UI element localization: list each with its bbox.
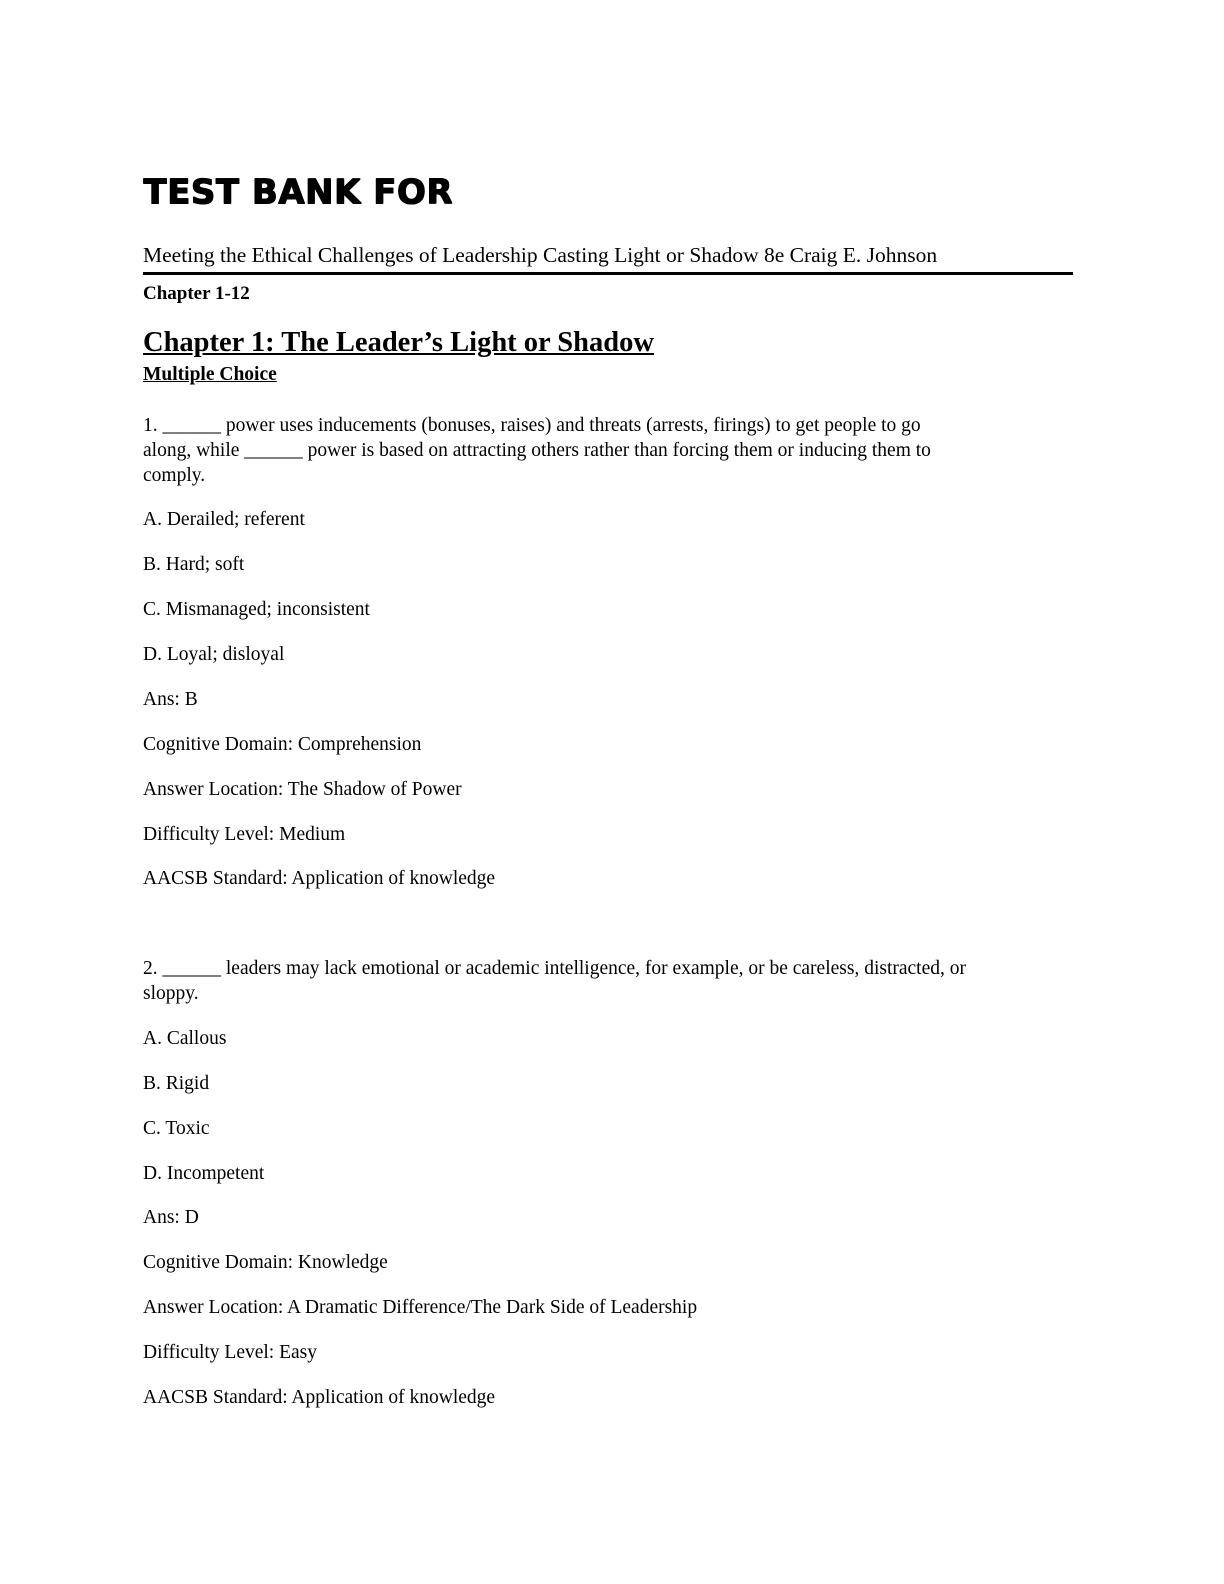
question-1-option-b: B. Hard; soft xyxy=(143,554,245,575)
chapter-range: Chapter 1-12 xyxy=(143,283,250,304)
question-1-stem-line-1: 1. ______ power uses inducements (bonuses, raises) and threats (arrests, firings) to get people to go xyxy=(143,415,921,436)
question-1-aacsb: AACSB Standard: Application of knowledge xyxy=(143,868,496,889)
question-2-aacsb: AACSB Standard: Application of knowledge xyxy=(143,1387,496,1408)
question-1-cognitive-domain: Cognitive Domain: Comprehension xyxy=(143,734,422,755)
question-2-option-a: A. Callous xyxy=(143,1028,227,1049)
question-1-answer: Ans: B xyxy=(143,689,198,710)
document-title: TEST BANK FOR xyxy=(143,172,453,212)
question-1-option-d: D. Loyal; disloyal xyxy=(143,644,285,665)
question-2-stem-line-2: sloppy. xyxy=(143,983,199,1004)
question-1-difficulty: Difficulty Level: Medium xyxy=(143,824,346,845)
question-1-stem-line-2: along, while ______ power is based on attracting others rather than forcing them or inducing them to xyxy=(143,440,931,461)
question-1-option-c: C. Mismanaged; inconsistent xyxy=(143,599,370,620)
section-label: Multiple Choice xyxy=(143,364,277,385)
question-1-option-a: A. Derailed; referent xyxy=(143,509,305,530)
question-2-option-b: B. Rigid xyxy=(143,1073,210,1094)
question-2-cognitive-domain: Cognitive Domain: Knowledge xyxy=(143,1252,388,1273)
question-2-answer-location: Answer Location: A Dramatic Difference/The Dark Side of Leadership xyxy=(143,1297,698,1318)
question-2-option-c: C. Toxic xyxy=(143,1118,210,1139)
question-2-option-d: D. Incompetent xyxy=(143,1163,265,1184)
question-2-answer: Ans: D xyxy=(143,1207,199,1228)
question-1-stem-line-3: comply. xyxy=(143,465,206,486)
question-2-stem-line-1: 2. ______ leaders may lack emotional or academic intelligence, for example, or be careless, distracted, or xyxy=(143,958,966,979)
question-1-answer-location: Answer Location: The Shadow of Power xyxy=(143,779,462,800)
book-subtitle: Meeting the Ethical Challenges of Leadership Casting Light or Shadow 8e Craig E. Johnson xyxy=(143,243,1073,275)
chapter-heading: Chapter 1: The Leader’s Light or Shadow xyxy=(143,327,654,358)
question-2-difficulty: Difficulty Level: Easy xyxy=(143,1342,318,1363)
